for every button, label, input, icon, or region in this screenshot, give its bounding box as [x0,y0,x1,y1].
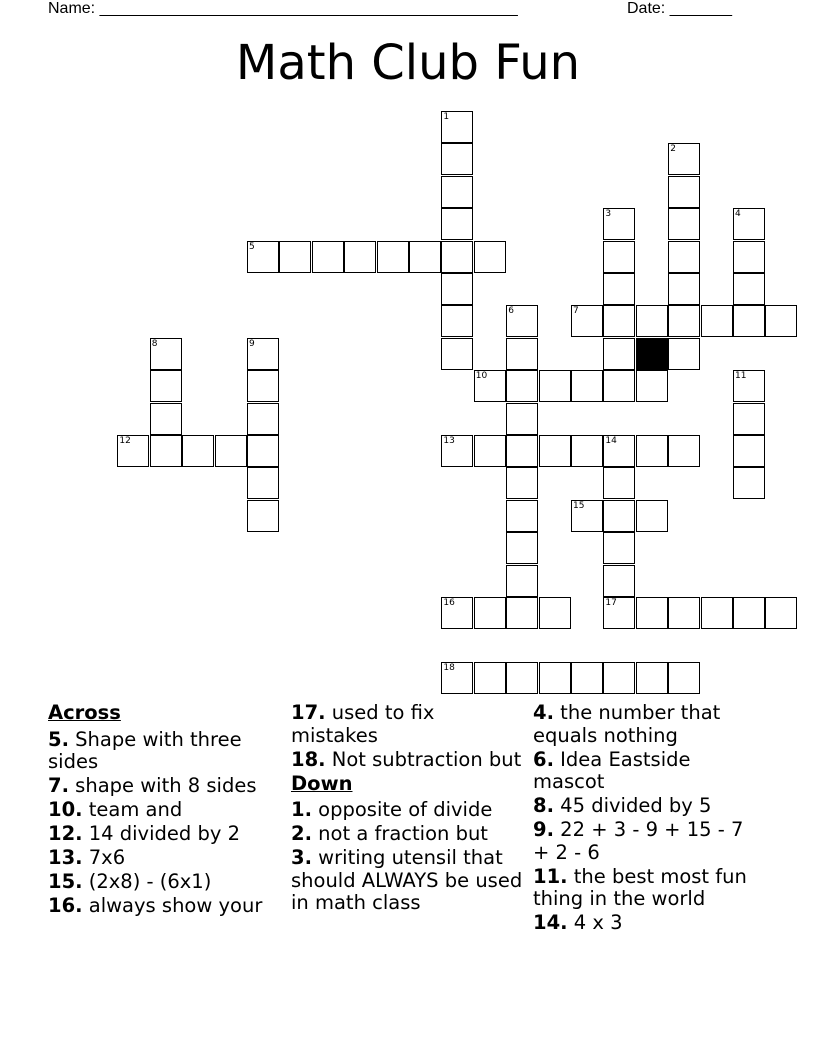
grid-cell[interactable] [441,305,473,337]
grid-cell[interactable] [603,435,635,467]
cell-number: 1 [443,112,450,122]
grid-cell[interactable] [636,500,668,532]
grid-cell[interactable] [668,176,700,208]
grid-cell[interactable] [733,403,765,435]
cell-number: 8 [151,338,158,349]
clue-1 [291,799,523,822]
down-heading: Down [291,771,353,795]
grid-cell[interactable] [506,403,538,435]
grid-cell[interactable] [539,370,571,402]
grid-cell[interactable] [474,597,506,629]
grid-cell[interactable] [701,597,733,629]
grid-cell[interactable] [441,143,473,175]
grid-cell[interactable] [441,208,473,240]
clue-number: 3. [291,846,312,869]
clue-text: 45 divided by 5 [553,794,712,817]
clue-5 [48,729,280,774]
clue-number: 1. [291,798,312,821]
grid-cell[interactable] [733,370,765,402]
grid-cell[interactable] [312,241,344,273]
cell-number: 10 [475,371,488,382]
grid-cell[interactable] [603,241,635,273]
grid-cell[interactable] [474,370,506,402]
grid-cell[interactable] [765,305,797,337]
clue-number: 6. [533,747,554,771]
grid-cell[interactable] [247,338,279,370]
grid-cell[interactable] [603,208,635,240]
clue-text: used to fix mistakes [291,701,435,747]
clue-text: team and [82,798,183,821]
clue-text: opposite of divide [311,798,493,821]
cell-number: 6 [508,306,514,317]
grid-cell[interactable] [571,305,603,337]
clue-text: 14 divided by 2 [82,822,240,845]
clue-number: 9. [533,818,554,841]
grid-cell[interactable] [603,565,635,597]
clue-text: the best most fun thing in the world [533,864,747,910]
grid-cell[interactable] [279,241,311,273]
grid-cell[interactable] [506,338,538,370]
clue-12 [48,823,280,846]
grid-cell[interactable] [668,208,700,240]
grid-cell[interactable] [150,338,182,370]
clue-number: 18. [291,747,326,771]
clue-number: 4. [533,701,554,724]
grid-cell[interactable] [668,143,700,175]
grid-cell[interactable] [571,435,603,467]
grid-cell[interactable] [474,435,506,467]
grid-cell[interactable] [668,597,700,629]
grid-cell[interactable] [150,435,182,467]
across-clue-list-continued [291,702,523,771]
grid-cell[interactable] [117,435,149,467]
clue-text: the number that equals nothing [533,701,721,747]
grid-cell[interactable] [603,370,635,402]
clue-4 [533,702,765,747]
grid-cell[interactable] [150,403,182,435]
grid-cell[interactable] [506,435,538,467]
grid-cell[interactable] [668,435,700,467]
grid-cell[interactable] [603,467,635,499]
grid-cell[interactable] [571,500,603,532]
grid-cell[interactable] [765,597,797,629]
grid-cell[interactable] [247,403,279,435]
cell-number: 2 [670,144,676,155]
clue-text: 22 + 3 - 9 + 15 - 7 + 2 - 6 [533,818,744,864]
grid-cell[interactable] [668,273,700,305]
clue-number: 14. [533,911,568,934]
grid-cell[interactable] [215,435,247,467]
grid-cell[interactable] [247,500,279,532]
clue-column-1 [48,702,280,919]
clue-18 [291,749,523,772]
clue-number: 11. [533,864,568,888]
cell-number: 5 [249,241,255,252]
grid-cell[interactable] [539,597,571,629]
clue-column-2 [291,702,523,916]
cell-number: 18 [443,662,455,673]
grid-cell[interactable] [733,467,765,499]
grid-cell[interactable] [603,273,635,305]
grid-cell[interactable] [603,532,635,564]
grid-cell[interactable] [603,305,635,337]
grid-cell[interactable] [636,435,668,467]
grid-cell[interactable] [603,338,635,370]
across-clue-list [48,729,280,918]
grid-cell[interactable] [506,305,538,337]
clue-column-3 [533,702,765,936]
clue-number: 16. [48,894,83,917]
grid-cell[interactable] [506,370,538,402]
puzzle-title: Math Club Fun [235,35,581,91]
clue-text: Idea Eastside mascot [533,747,691,793]
clue-text: (2x8) - (6x1) [82,870,212,893]
grid-cell[interactable] [441,338,473,370]
clue-number: 17. [291,701,326,724]
grid-cell[interactable] [636,370,668,402]
clue-11 [533,866,765,911]
grid-cell[interactable] [409,241,441,273]
clue-9 [533,819,765,864]
grid-cell[interactable] [247,241,279,273]
grid-cell[interactable] [247,370,279,402]
grid-cell[interactable] [441,597,473,629]
grid-cell[interactable] [733,208,765,240]
grid-cell[interactable] [506,662,538,694]
grid-cell[interactable] [539,435,571,467]
grid-cell[interactable] [571,662,603,694]
grid-cell[interactable] [377,241,409,273]
grid-cell[interactable] [636,597,668,629]
cell-number: 7 [573,306,579,317]
grid-cell[interactable] [733,273,765,305]
clue-number: 8. [533,794,554,817]
clue-number: 13. [48,846,83,869]
cell-number: 15 [573,500,585,511]
grid-cell[interactable] [441,662,473,694]
grid-cell[interactable] [636,305,668,337]
grid-cell[interactable] [733,241,765,273]
grid-cell[interactable] [506,467,538,499]
grid-cell[interactable] [344,241,376,273]
grid-cell[interactable] [668,305,700,337]
black-cell [636,338,668,370]
clue-text: shape with 8 sides [68,774,257,797]
grid-cell[interactable] [733,597,765,629]
down-clue-list [291,799,523,915]
clue-14 [533,912,765,935]
grid-cell[interactable] [668,662,700,694]
grid-cell[interactable] [506,500,538,532]
grid-cell[interactable] [603,662,635,694]
cell-number: 9 [249,338,255,349]
grid-cell[interactable] [441,176,473,208]
clue-number: 7. [48,774,69,797]
clue-7 [48,775,280,798]
grid-cell[interactable] [441,111,473,143]
cell-number: 12 [119,436,131,446]
clue-text: writing utensil that should ALWAYS be used in math class [291,846,523,914]
grid-cell[interactable] [506,532,538,564]
grid-cell[interactable] [150,370,182,402]
clue-text: 7x6 [82,846,126,869]
grid-cell[interactable] [701,305,733,337]
grid-cell[interactable] [441,435,473,467]
grid-cell[interactable] [247,467,279,499]
grid-cell[interactable] [441,241,473,273]
grid-cell[interactable] [539,662,571,694]
clue-10 [48,799,280,822]
clue-8 [533,795,765,818]
down-clue-list-continued [533,702,765,935]
grid-cell[interactable] [474,662,506,694]
clue-2 [291,823,523,846]
clue-13 [48,847,280,870]
clue-number: 10. [48,798,83,821]
cell-number: 14 [605,436,617,446]
clue-number: 2. [291,822,312,845]
clue-text: always show your [82,894,263,917]
cell-number: 13 [443,436,455,446]
across-heading: Across [48,701,121,724]
grid-cell[interactable] [733,305,765,337]
cell-number: 17 [605,598,617,608]
grid-cell[interactable] [247,435,279,467]
name-field-label: Name: _______________________________________________ [48,0,518,17]
grid-cell[interactable] [733,435,765,467]
grid-cell[interactable] [506,565,538,597]
clue-text: 4 x 3 [567,911,623,934]
clue-15 [48,871,280,894]
cell-number: 4 [735,209,741,220]
clue-6 [533,749,765,794]
grid-cell[interactable] [668,338,700,370]
grid-cell[interactable] [603,597,635,629]
grid-cell[interactable] [603,500,635,532]
grid-cell[interactable] [506,597,538,629]
clue-text: Shape with three sides [48,727,242,773]
clue-text: Not subtraction but [325,747,522,771]
grid-cell[interactable] [474,241,506,273]
clue-text: not a fraction but [311,822,488,845]
grid-cell[interactable] [668,241,700,273]
cell-number: 11 [735,371,747,382]
date-field-label: Date: _______ [627,0,732,17]
clue-16 [48,895,280,918]
clue-3 [291,847,523,915]
cell-number: 16 [443,598,455,608]
grid-cell[interactable] [182,435,214,467]
clue-17 [291,702,523,747]
clue-number: 12. [48,822,83,845]
grid-cell[interactable] [571,370,603,402]
grid-cell[interactable] [636,662,668,694]
clue-number: 15. [48,870,83,893]
grid-cell[interactable] [441,273,473,305]
clue-number: 5. [48,727,69,751]
cell-number: 3 [605,209,612,220]
